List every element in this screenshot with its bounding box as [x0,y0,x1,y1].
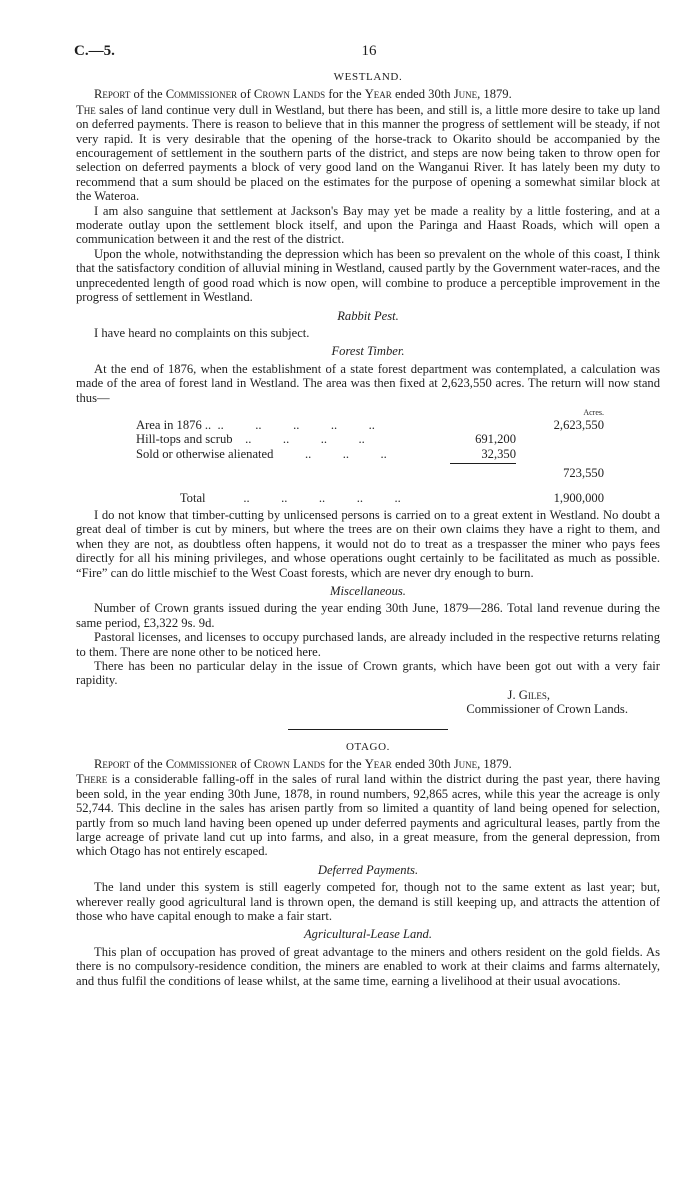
table-row-label: Sold or otherwise alienated .. .. .. [136,446,387,461]
otago-heading: OTAGO. [346,740,390,753]
forest-area-table [136,408,604,505]
table-cell [446,418,516,432]
table-cell: 2,623,550 [553,417,604,432]
miscellaneous-paragraph-2: Pastoral licenses, and licenses to occupy purchased lands, are already included in the respective returns relating to them. There are none other to be noticed here. [76,630,660,659]
westland-paragraph-1: The sales of land continue very dull in Westland, but there has been, and still is, a little more desire to take up land on deferred payments. There is reason to believe that in this manner the progress of settlement will be steady, if not very rapid. It is very desirable that the opening of the horse-track to Okarito should be accompanied by the encouragement of settlement in the southern parts of the district, and steps are now being taken to throw open for selection on deferred payments a block of very good land on the Wanganui River. It has lately been my duty to recommend that a sum should be placed on the estimates for the purpose of opening a somewhat similar block at the Wateroa. [76,102,660,204]
table-row [136,418,604,432]
forest-timber-heading: Forest Timber. [331,344,405,359]
miscellaneous-paragraph-1: Number of Crown grants issued during the year ending 30th June, 1879—286. Total land revenue during the same period, £3,322 9s. 9d. [76,601,660,630]
otago-paragraph-1: There is a considerable falling-off in the sales of rural land within the district during the past year, there having been sold, in the year ending 30th June, 1878, in round numbers, 92,865 acres, while this year the acreage is only 52,744. This decline in the sales has arisen partly from so limited a quantity of land being opened for selection, partly from so much land having been opened up under deferred payments and agricultural leases, partly from the large acreage of private land cut up into farms, and also, in a great measure, from the general depression, from which Otago has not entirely escaped. [76,772,660,859]
table-total-row [136,491,604,505]
miscellaneous-heading: Miscellaneous. [330,583,406,598]
table-total-label: Total .. .. .. .. .. [179,490,401,505]
table-unit-label: Acres. [583,407,604,417]
rabbit-pest-text: I have heard no complaints on this subject. [94,325,310,340]
table-unit-row [136,408,604,418]
miscellaneous-paragraph-3: There has been no particular delay in the issue of Crown grants, which have been got out with a very fair rapidity. [76,658,660,688]
page-number: 16 [361,43,377,59]
table-rule [450,463,516,464]
agricultural-lease-heading: Agricultural-Lease Land. [303,927,433,942]
table-cell [516,447,604,461]
westland-report-title: Report of the Commissioner of Crown Lands for the Year ended 30th June, 1879. [94,87,512,102]
westland-heading: WESTLAND. [333,71,403,83]
table-row [136,447,604,461]
agricultural-lease-text: This plan of occupation has proved of great advantage to the miners and others resident on the gold fields. As there is no compulsory-residence condition, the miners are enabled to work at their claims and farms alternately, and thus fulfil the conditions of lease whilst, at the same time, earning a livelihood at their usual avocations. [76,944,660,988]
table-total: 1,900,000 [553,490,604,505]
westland-paragraph-3: Upon the whole, notwithstanding the depression which has been so prevalent on the whole of this coast, I think that the satisfactory condition of alluvial mining in Westland, caused partly by the Government water-races, and the unprecedented length of good road which is now open, will combine to produce a perceptible improvement in the progress of settlement in Westland. [76,246,660,305]
otago-report-title: Report of the Commissioner of Crown Lands for the Year ended 30th June, 1879. [94,756,512,771]
table-row-label: Hill-tops and scrub .. .. .. .. [136,432,365,447]
westland-paragraph-2: I am also sanguine that settlement at Jackson's Bay may yet be made a reality by a little fostering, and at a moderate outlay upon the settlement block itself, and upon the Paringa and Haast Roads, which will open a communication between it and the rest of the district. [76,203,660,247]
signature-name: J. Giles, [507,687,550,702]
document-body [76,68,660,988]
deferred-payments-heading: Deferred Payments. [317,862,419,877]
forest-timber-text: At the end of 1876, when the establishment of a state forest department was contemplated, a calculation was made of the area of forest land in Westland. The area was then fixed at 2,623,550 acres. The return will now stand thus— [76,361,660,405]
document-reference: C.—5. [74,43,115,59]
table-subtotal-row [136,466,604,480]
table-row [136,432,604,446]
rabbit-pest-heading: Rabbit Pest. [337,308,399,323]
page-header [74,44,664,62]
deferred-payments-text: The land under this system is still eagerly competed for, though not to the same extent as last year; but, wherever really good agricultural land is thrown open, the demand is still keeping up, and attracts the attention of those who have capital enough to make a fair start. [76,880,660,924]
forest-timber-text-2: I do not know that timber-cutting by unlicensed persons is carried on to a great extent in Westland. No doubt a great deal of timber is cut by miners, but where the trees are on their own claims they have a right to them, and when they are not, as doubtless often happens, it would not do to treat as a trespasser the miner who pays fees directly for all his mining privileges, and whose operations ought certainly to be facilitated as much as possible. “Fire” can do little mischief to the West Coast forests, which are never dry enough to burn. [76,507,660,580]
table-row-label: Area in 1876 .. .. .. .. .. .. [136,417,375,432]
table-cell: 32,350 [481,446,516,461]
table-subtotal: 723,550 [563,466,604,481]
section-divider [288,729,448,730]
table-cell [516,432,604,446]
table-cell: 691,200 [475,432,516,447]
signature-title: Commissioner of Crown Lands. [466,702,628,717]
